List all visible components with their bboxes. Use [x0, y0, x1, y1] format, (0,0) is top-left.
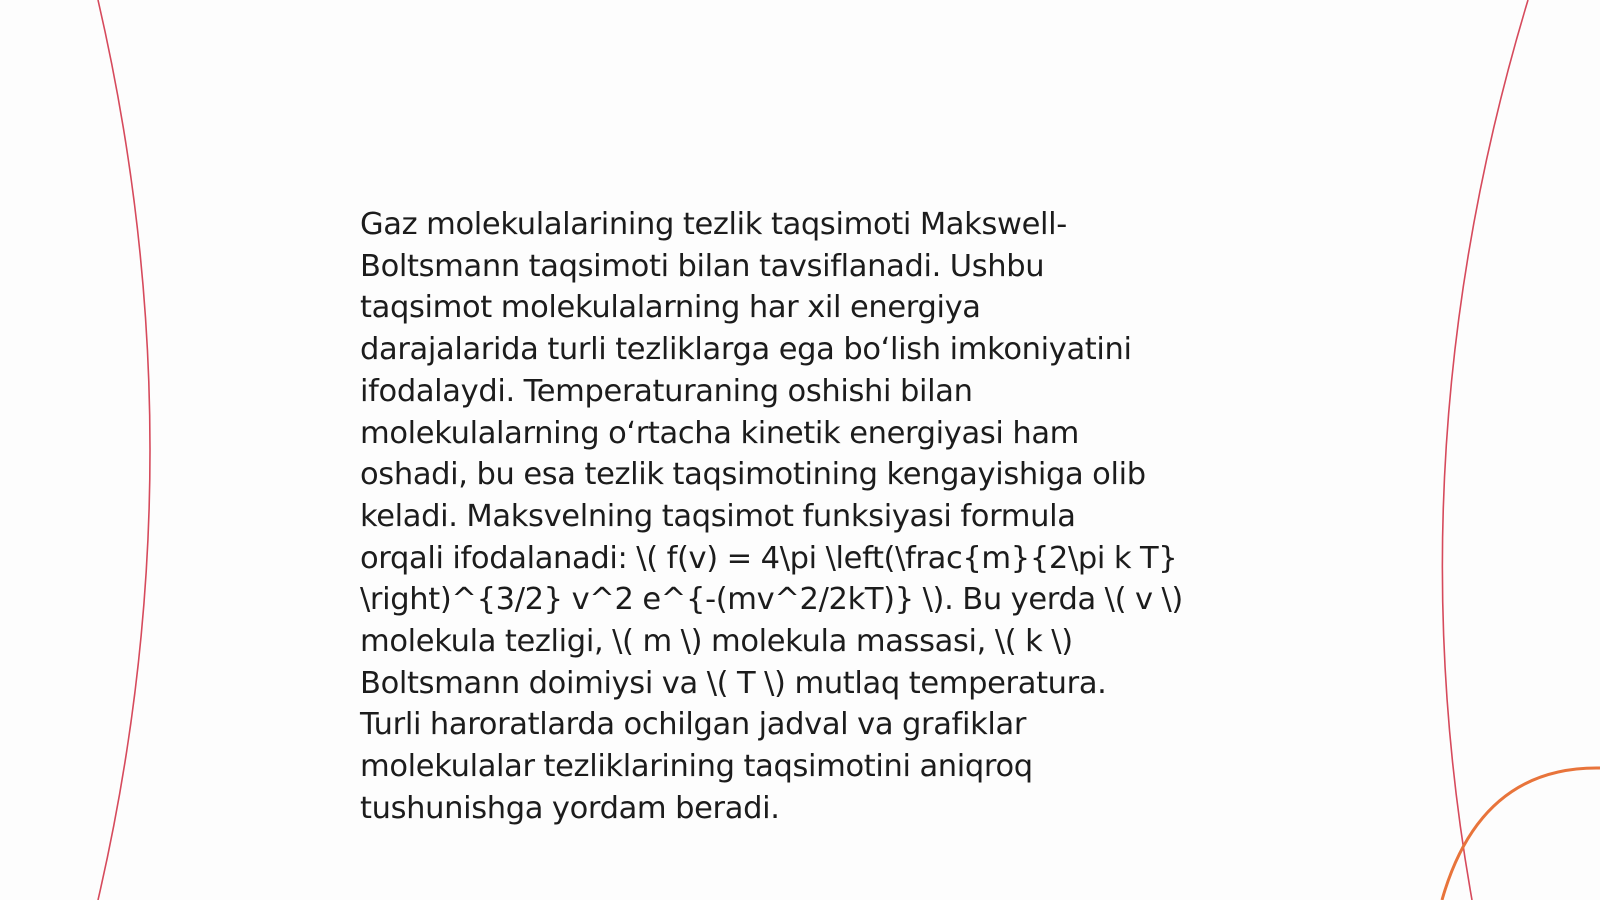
left-curve-line — [98, 0, 150, 900]
paragraph-line: molekulalar tezliklarining taqsimotini aniqroq — [360, 749, 1033, 785]
paragraph-line: ifodalaydi. Temperaturaning oshishi bilan — [360, 373, 973, 409]
right-curve-line — [1442, 0, 1528, 900]
paragraph-line: oshadi, bu esa tezlik taqsimotining kengayishiga olib — [360, 457, 1146, 493]
body-paragraph — [360, 204, 1220, 830]
paragraph-line: \right)^{3/2} v^2 e^{-(mv^2/2kT)} \). Bu yerda \( v \) — [360, 582, 1183, 618]
paragraph-line: Turli haroratlarda ochilgan jadval va grafiklar — [360, 707, 1027, 743]
paragraph-line: keladi. Maksvelning taqsimot funksiyasi formula — [360, 498, 1076, 534]
paragraph-line: Gaz molekulalarining tezlik taqsimoti Makswell- — [360, 207, 1067, 242]
paragraph-line: orqali ifodalanadi: \( f(v) = 4\pi \left(\frac{m}{2\pi k T} — [360, 540, 1178, 576]
paragraph-line: darajalarida turli tezliklarga ega boʻlish imkoniyatini — [360, 332, 1132, 368]
paragraph-line: Boltsmann doimiysi va \( T \) mutlaq temperatura. — [360, 665, 1107, 701]
paragraph-line: Boltsmann taqsimoti bilan tavsiflanadi. Ushbu — [360, 248, 1045, 284]
paragraph-line: taqsimot molekulalarning har xil energiya — [360, 290, 981, 326]
paragraph-line: tushunishga yordam beradi. — [360, 790, 780, 826]
paragraph-line: molekula tezligi, \( m \) molekula massasi, \( k \) — [360, 624, 1073, 660]
corner-arc-line — [1442, 768, 1600, 900]
paragraph-line: molekulalarning oʻrtacha kinetik energiyasi ham — [360, 415, 1080, 451]
